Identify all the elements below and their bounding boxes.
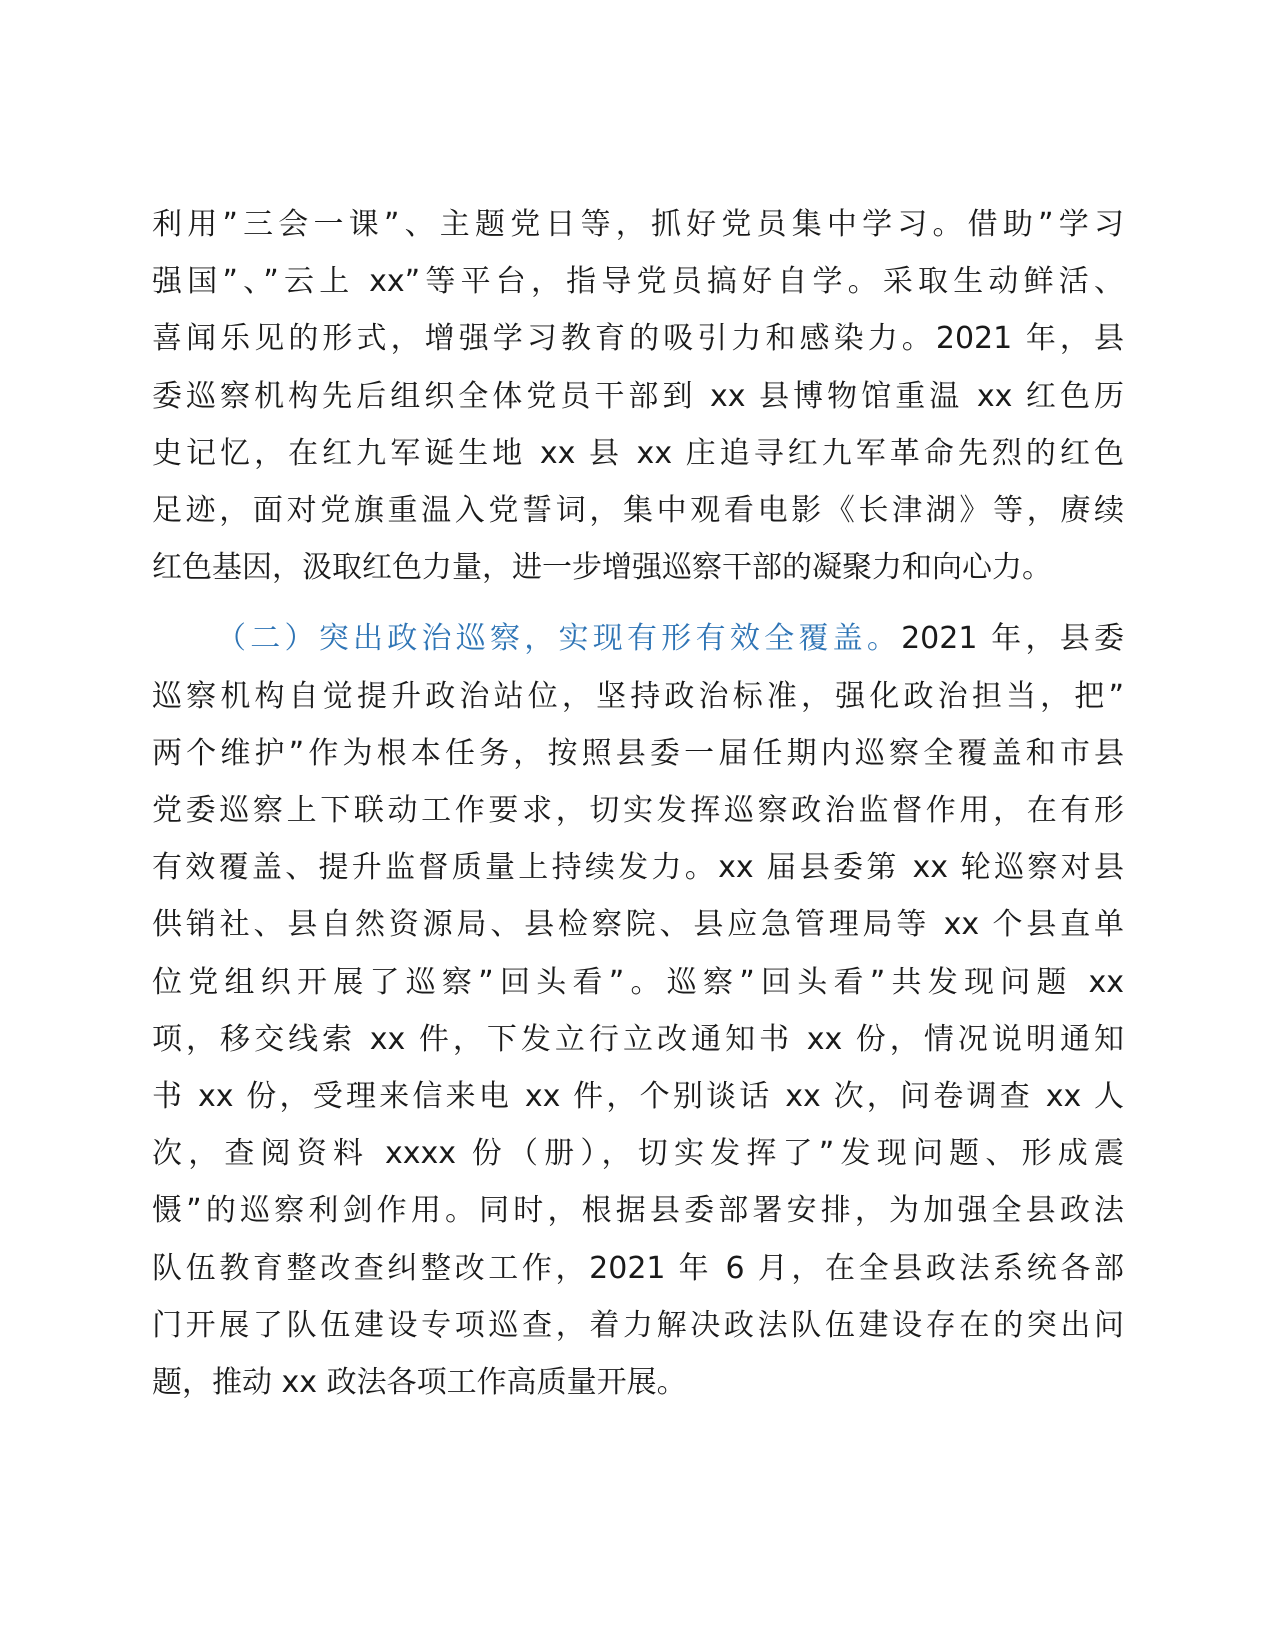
text-line: 书 xx 份，受理来信来电 xx 件，个别谈话 xx 次，问卷调查 xx 人 — [152, 1079, 1124, 1115]
text-line: 喜闻乐见的形式，增强学习教育的吸引力和感染力。2021 年，县 — [152, 321, 1124, 357]
text-line: 位党组织开展了巡察”回头看”。巡察”回头看”共发现问题 xx — [152, 964, 1124, 1000]
text-line: 供销社、县自然资源局、县检察院、县应急管理局等 xx 个县直单 — [152, 907, 1124, 943]
text-line: 次，查阅资料 xxxx 份（册），切实发挥了”发现问题、形成震 — [152, 1136, 1124, 1172]
text-line: 两个维护”作为根本任务，按照县委一届任期内巡察全覆盖和市县 — [152, 735, 1124, 771]
text-line: 有效覆盖、提升监督质量上持续发力。xx 届县委第 xx 轮巡察对县 — [152, 850, 1124, 886]
section-heading: （二）突出政治巡察，实现有形有效全覆盖。 — [216, 621, 902, 657]
text-line: 队伍教育整改查纠整改工作，2021 年 6 月，在全县政法系统各部 — [152, 1250, 1124, 1286]
paragraph-2 — [152, 610, 1124, 1411]
paragraph-2-first-line — [152, 610, 1124, 667]
text-line: 慑”的巡察利剑作用。同时，根据县委部署安排，为加强全县政法 — [152, 1193, 1124, 1229]
text-line: 巡察机构自觉提升政治站位，坚持政治标准，强化政治担当，把” — [152, 678, 1124, 714]
paragraph-1 — [152, 196, 1124, 596]
document-body — [152, 196, 1124, 1411]
text-line: 委巡察机构先后组织全体党员干部到 xx 县博物馆重温 xx 红色历 — [152, 378, 1124, 414]
text-line: 利用”三会一课”、主题党日等，抓好党员集中学习。借助”学习 — [152, 207, 1124, 242]
text-line-rest: 2021 年，县委 — [901, 621, 1124, 657]
text-line: 红色基因，汲取红色力量，进一步增强巡察干部的凝聚力和向心力。 — [152, 550, 1052, 586]
text-line: 党委巡察上下联动工作要求，切实发挥巡察政治监督作用，在有形 — [152, 793, 1124, 829]
text-line: 题，推动 xx 政法各项工作高质量开展。 — [152, 1365, 687, 1401]
text-line: 项，移交线索 xx 件，下发立行立改通知书 xx 份，情况说明通知 — [152, 1021, 1124, 1057]
text-line: 强国”、”云上 xx”等平台，指导党员搞好自学。采取生动鲜活、 — [152, 264, 1124, 300]
text-line: 足迹，面对党旗重温入党誓词，集中观看电影《长津湖》等，赓续 — [152, 493, 1124, 529]
text-line: 史记忆，在红九军诞生地 xx 县 xx 庄追寻红九军革命先烈的红色 — [152, 435, 1124, 471]
text-line: 门开展了队伍建设专项巡查，着力解决政法队伍建设存在的突出问 — [152, 1307, 1124, 1343]
